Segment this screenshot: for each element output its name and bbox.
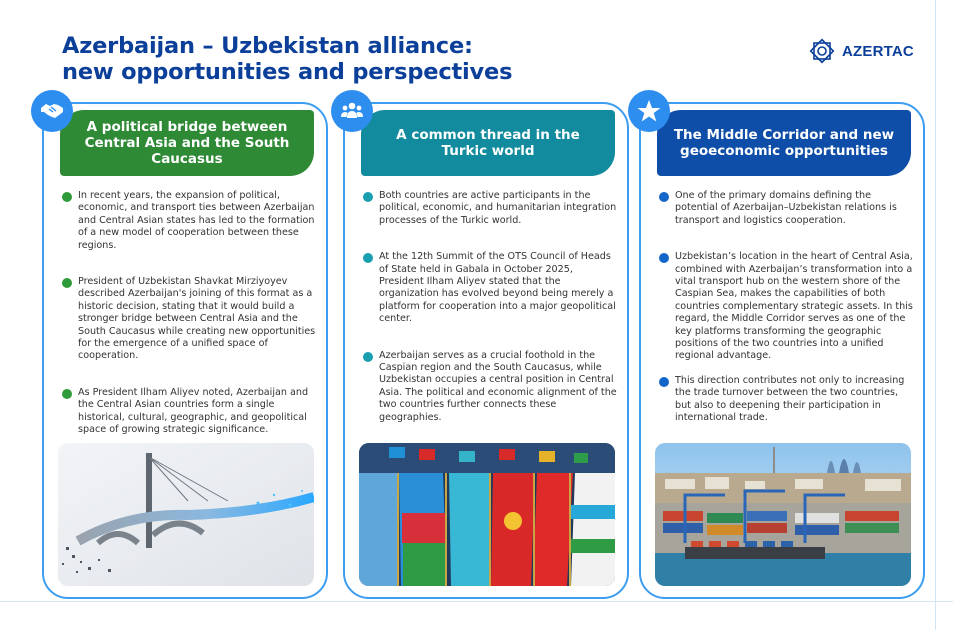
list-item [657,375,913,425]
people-group-badge [331,90,373,132]
bullet-list [60,190,316,437]
page-title-line-1: Azerbaijan – Uzbekistan alliance: [62,33,473,59]
list-item-text: One of the primary domains defining the potential of Azerbaijan–Uzbekistan relations is transport and logistics cooperation. [675,190,897,226]
list-item-text: At the 12th Summit of the OTS Council of Heads of State held in Gabala in October 2025, President Ilham Aliyev stated that the organization has evolved beyond being merely a platform for cooperation into a major geopolitical center. [379,251,616,325]
page-title [62,33,702,85]
bullet-list [361,190,617,424]
list-item-text: Both countries are active participants in the political, economic, and humanitarian integration processes of the Turkic world. [379,190,617,226]
bullet-dot-icon [363,192,373,202]
bullet-dot-icon [62,278,72,288]
list-item-text: President of Uzbekistan Shavkat Mirziyoyev described Azerbaijan's joining of this format as a historic decision, stating that it would build a stronger bridge between Central Asia and the South Caucasus while creating new opportunities for the emergence of a unified space of cooperation. [78,276,316,362]
list-item-text: Azerbaijan serves as a crucial foothold in the Caspian region and the South Caucasus, while Uzbekistan occupies a central position in Central Asia. The political and economic alignment of the two countries further connects these geographies. [379,349,617,423]
card-heading: A common thread in the Turkic world [396,127,580,159]
bullet-dot-icon [363,352,373,362]
bullet-dot-icon [62,389,72,399]
card-political-bridge [42,102,328,599]
bottom-divider [0,601,953,602]
card-middle-corridor [639,102,925,599]
list-item [60,387,316,437]
bullet-dot-icon [62,192,72,202]
people-group-icon [339,98,365,124]
national-flags-photo [359,443,615,586]
star-badge [628,90,670,132]
azertac-logo-text: AZERTAC [842,42,914,60]
list-item-text: In recent years, the expansion of political, economic, and transport ties between Azerbaijan and Central Asian states has led to the formation of a new model of cooperation between these regions. [78,190,315,251]
handshake-badge [31,90,73,132]
card-turkic-world [343,102,629,599]
card-header [657,110,911,176]
list-item-text: This direction contributes not only to increasing the trade turnover between the two countries, but also to deepening their participation in international trade. [675,374,905,424]
list-item-text: As President Ilham Aliyev noted, Azerbaijan and the Central Asian countries form a single historical, cultural, geographic, and geopolitical space of growing strategic significance. [78,386,309,436]
card-heading: A political bridge between Central Asia and the South Caucasus [84,119,290,167]
list-item [361,350,617,424]
bullet-dot-icon [659,253,669,263]
list-item [361,190,617,227]
azertac-emblem-icon [808,37,836,65]
list-item [657,251,913,363]
card-header [60,110,314,176]
list-item [60,276,316,363]
baku-port-photo [655,443,911,586]
bullet-dot-icon [363,253,373,263]
list-item-text: Uzbekistan’s location in the heart of Central Asia, combined with Azerbaijan’s transformation into a vital transport hub on the western shore of the Caspian Sea, makes the capabilities of both countries complementary strategic assets. In this regard, the Middle Corridor serves as one of the key platforms transforming the geographic positions of the two countries into a unified regional advantage. [675,251,913,362]
list-item [361,251,617,325]
bullet-dot-icon [659,192,669,202]
list-item [657,190,913,227]
card-heading: The Middle Corridor and new geoeconomic opportunities [673,127,895,159]
handshake-icon [39,98,65,124]
bullet-list [657,190,913,425]
azertac-logo[interactable] [808,37,914,65]
list-item [60,190,316,252]
page-title-line-2: new opportunities and perspectives [62,59,513,85]
right-divider [935,0,936,630]
digital-bridge-photo [58,443,314,586]
star-icon [636,98,662,124]
bullet-dot-icon [659,377,669,387]
card-header [361,110,615,176]
